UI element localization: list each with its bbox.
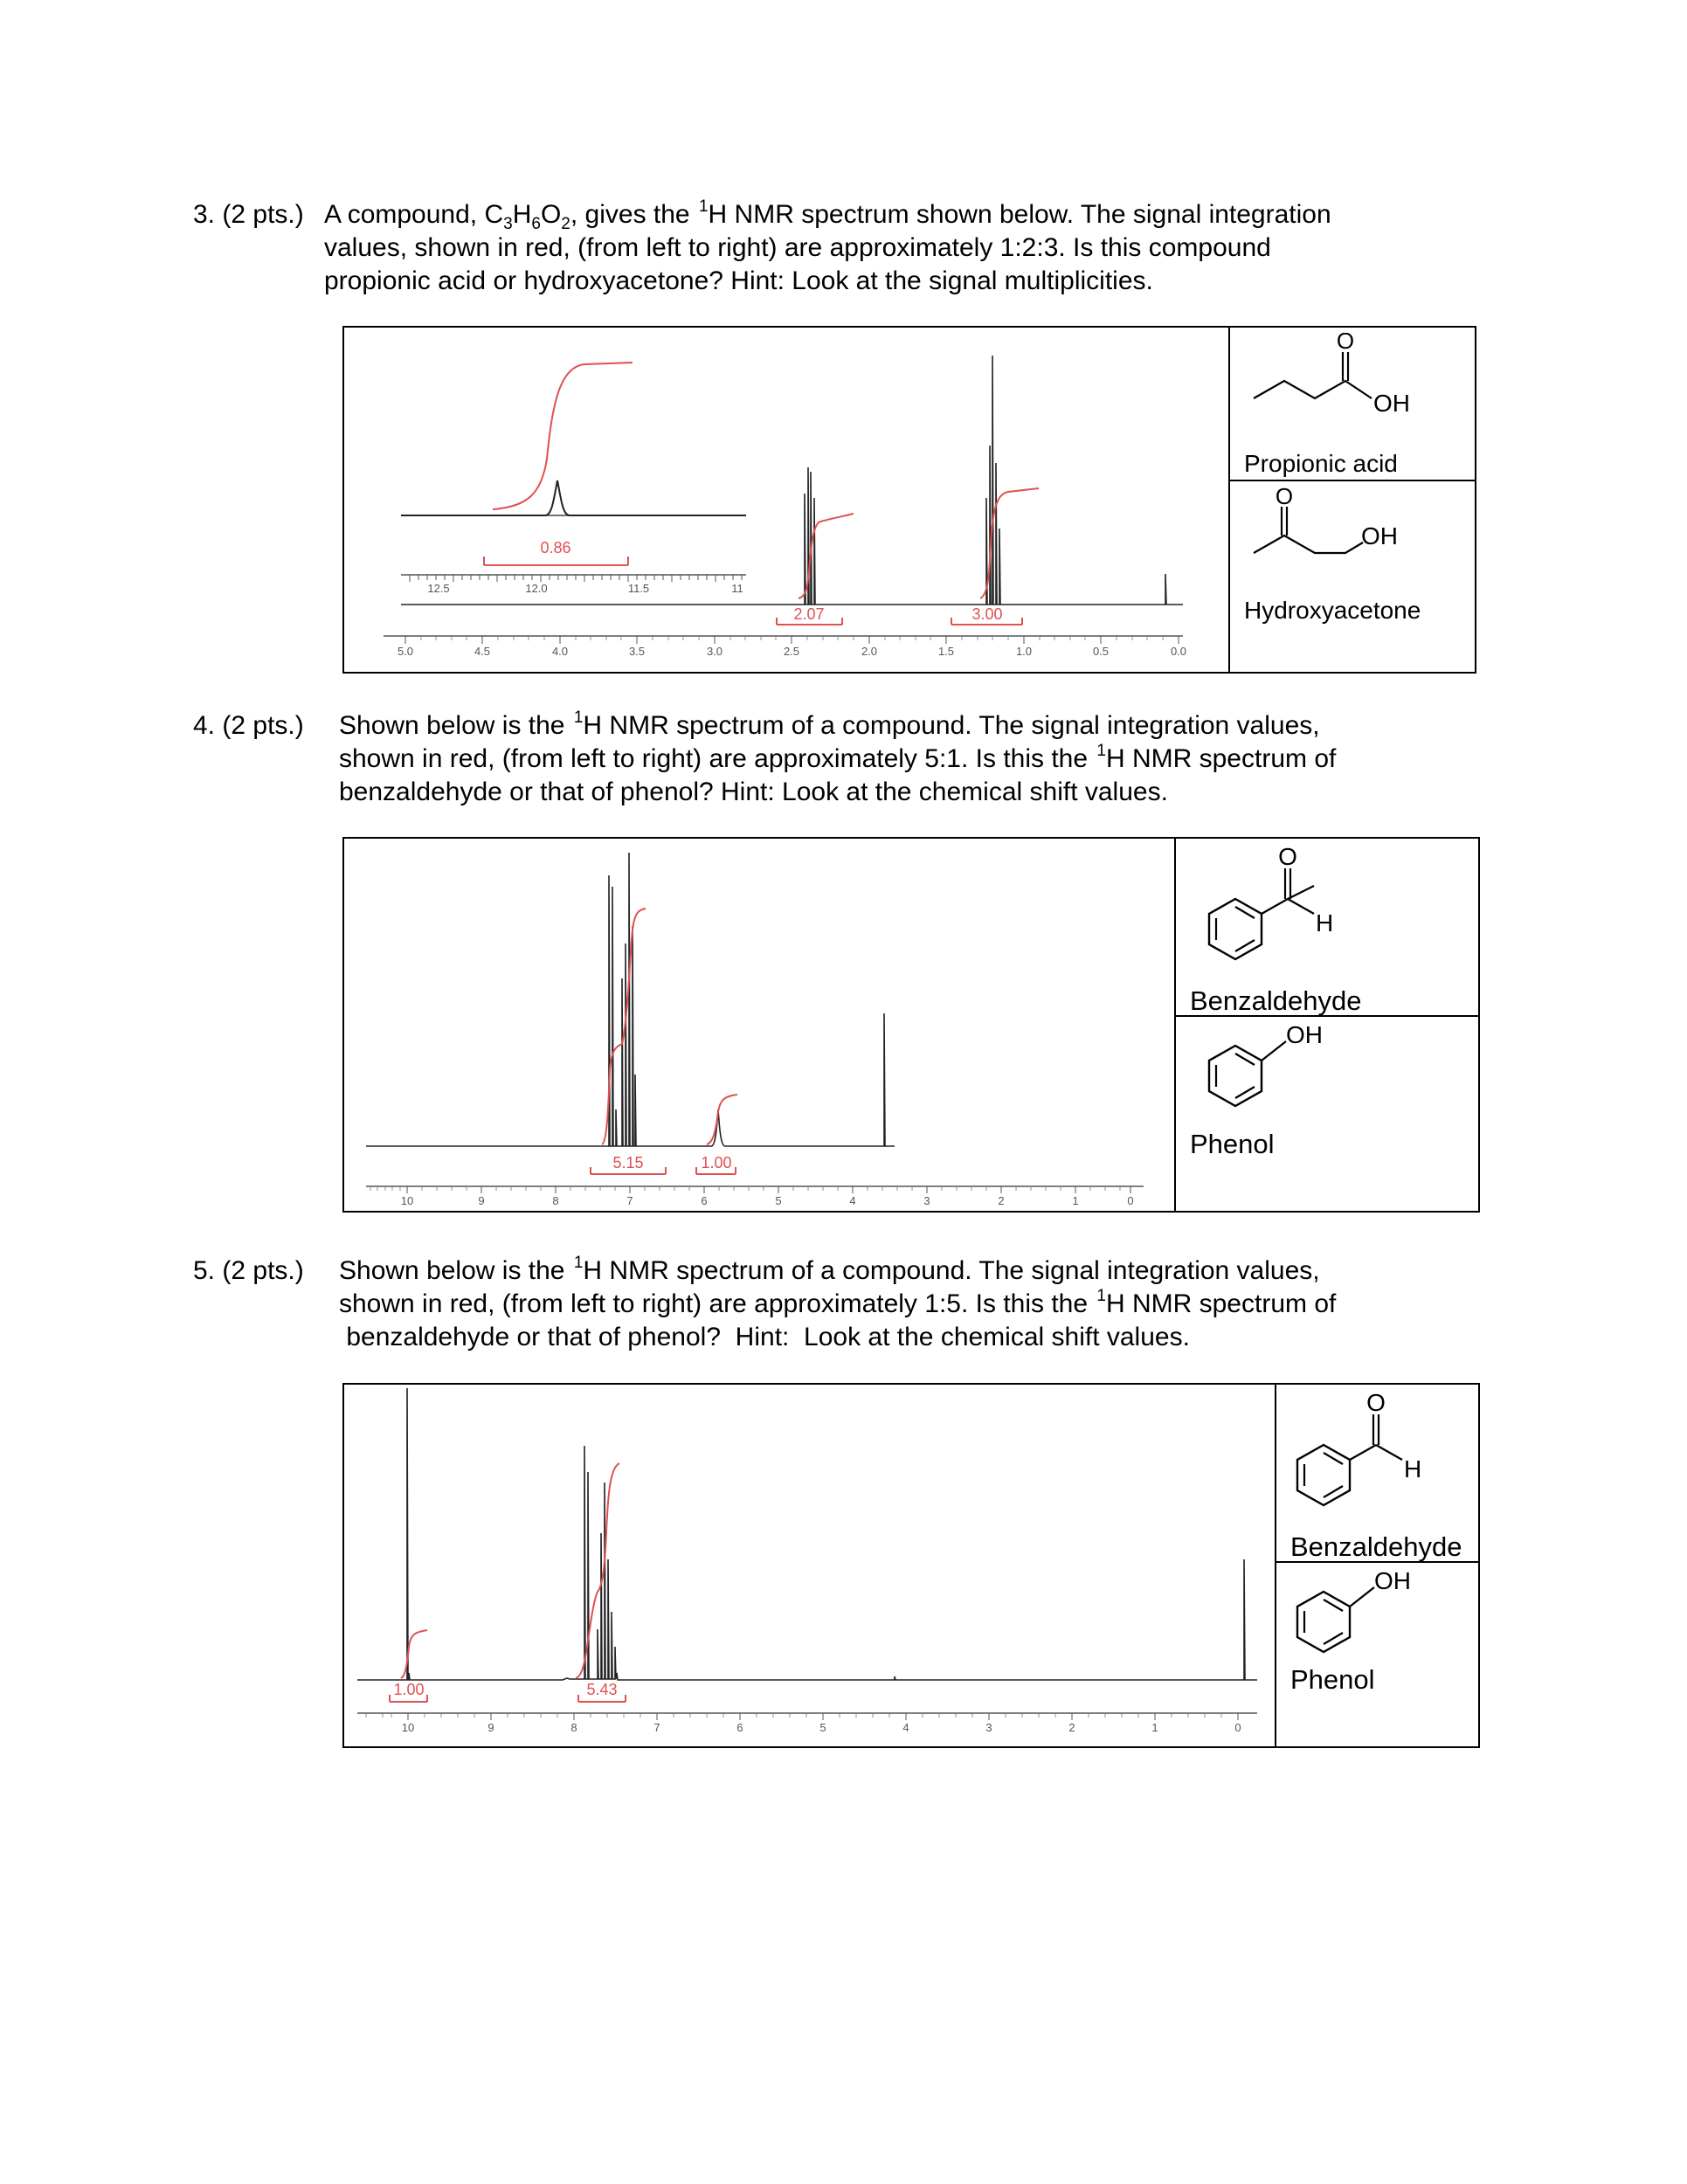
choice-benzaldehyde [1176,839,1480,1017]
axis-tick-label: 3 [923,1194,930,1207]
question-5-number: 5. (2 pts.) [193,1256,304,1285]
oxygen-label: O [1336,333,1355,354]
axis-tick-label: 2 [1068,1721,1075,1734]
axis-tick-label: 7 [626,1194,633,1207]
choice-propionic-acid [1230,328,1476,481]
axis-tick-label: 7 [653,1721,660,1734]
benzaldehyde-structure [1192,842,1366,973]
axis-tick-label: 5.0 [397,645,414,658]
benzaldehyde-structure [1280,1388,1455,1519]
axis-tick-label: 6 [736,1721,743,1734]
hydrogen-label: H [1316,909,1334,936]
axis-tick-label: 1.5 [937,645,955,658]
question-5-figure [342,1383,1480,1748]
axis-tick-label: 1 [1151,1721,1158,1734]
axis-tick-label: 4.0 [551,645,569,658]
question-4-integral-1: 5.15 [612,1154,644,1171]
axis-tick-label: 6 [701,1194,708,1207]
axis-tick-label: 3.5 [628,645,646,658]
choice-benzaldehyde [1276,1385,1480,1563]
question-5-choices [1275,1385,1480,1746]
axis-tick-label: 9 [487,1721,494,1734]
phenol-structure [1280,1561,1455,1666]
question-5 [193,1254,1556,1359]
axis-tick-label: 0.5 [1092,645,1110,658]
propionic-acid-label: Propionic acid [1244,450,1398,477]
axis-tick-label: 2.0 [861,645,878,658]
question-3-number: 3. (2 pts.) [193,200,304,229]
hydroxyl-label: OH [1374,1567,1411,1594]
question-3-line-3: propionic acid or hydroxyacetone? Hint: Look at the signal multiplicities. [324,266,1153,295]
choice-phenol [1176,1015,1480,1211]
hydroxyl-label: OH [1286,1021,1323,1048]
inset-tick-label: 12.5 [427,582,450,595]
question-4-integral-2: 1.00 [701,1154,732,1171]
propionic-acid-structure [1249,333,1424,429]
axis-tick-label: 1.0 [1015,645,1033,658]
axis-tick-label: 8 [552,1194,559,1207]
inset-tick-label: 11 [731,582,743,595]
phenol-structure [1192,1015,1366,1120]
oxygen-label: O [1275,483,1294,509]
question-3 [193,198,1556,303]
question-4-nmr-spectrum [344,839,1174,1211]
question-3-integral-1: 2.07 [793,605,825,623]
question-5-line-3: benzaldehyde or that of phenol? Hint: Look at the chemical shift values. [339,1323,1190,1351]
hydroxyacetone-label: Hydroxyacetone [1244,597,1421,624]
axis-tick-label: 0 [1234,1721,1241,1734]
question-4-number: 4. (2 pts.) [193,711,304,740]
axis-tick-label: 10 [401,1721,415,1734]
question-4 [193,709,1556,814]
question-3-choices [1228,328,1476,672]
inset-tick-label: 12.0 [525,582,548,595]
benzaldehyde-label: Benzaldehyde [1290,1531,1462,1562]
axis-tick-label: 3.0 [706,645,723,658]
question-4-line-1: Shown below is the $^1$H NMR spectrum of a compound. The signal integration values, [339,708,1320,740]
question-5-nmr-spectrum [344,1385,1275,1746]
hydroxyl-label: OH [1373,390,1410,417]
hydroxyl-label: OH [1361,522,1398,549]
question-5-integral-2: 5.43 [586,1681,618,1698]
inset-tick-label: 11.5 [627,582,650,595]
question-3-line-2: values, shown in red, (from left to right) are approximately 1:2:3. Is this compound [324,233,1271,262]
question-5-line-1: Shown below is the $^1$H NMR spectrum of a compound. The signal integration values, [339,1254,1320,1285]
axis-tick-label: 4 [849,1194,856,1207]
hydroxyacetone-structure [1249,483,1424,570]
question-3-integral-2: 3.00 [971,605,1003,623]
question-3-inset-integral: 0.86 [540,539,571,556]
hydrogen-label: H [1404,1455,1422,1482]
choice-phenol [1276,1561,1480,1746]
axis-tick-label: 4.5 [474,645,491,658]
question-3-figure [342,326,1476,674]
question-5-line-2: shown in red, (from left to right) are approximately 1:5. Is this the $^1$H NMR spectrum of [339,1287,1337,1318]
oxygen-label: O [1278,843,1297,870]
phenol-label: Phenol [1190,1129,1275,1159]
axis-tick-label: 0.0 [1170,645,1187,658]
benzaldehyde-label: Benzaldehyde [1190,985,1362,1016]
question-4-line-2: shown in red, (from left to right) are approximately 5:1. Is this the $^1$H NMR spectrum of [339,742,1337,773]
question-5-integral-1: 1.00 [393,1681,425,1698]
oxygen-label: O [1366,1389,1386,1416]
question-4-choices [1174,839,1480,1211]
phenol-label: Phenol [1290,1664,1375,1695]
axis-tick-label: 10 [400,1194,414,1207]
axis-tick-label: 8 [570,1721,577,1734]
axis-tick-label: 0 [1127,1194,1134,1207]
question-4-line-3: benzaldehyde or that of phenol? Hint: Look at the chemical shift values. [339,778,1168,806]
axis-tick-label: 5 [775,1194,782,1207]
question-4-figure [342,837,1480,1213]
axis-tick-label: 4 [902,1721,909,1734]
axis-tick-label: 2.5 [783,645,800,658]
axis-tick-label: 3 [985,1721,992,1734]
axis-tick-label: 1 [1072,1194,1079,1207]
question-3-line-1: A compound, $C_3H_6O_2$, gives the $^1$H NMR spectrum shown below. The signal integration [324,197,1331,233]
axis-tick-label: 5 [819,1721,826,1734]
axis-tick-label: 2 [998,1194,1005,1207]
axis-tick-label: 9 [478,1194,485,1207]
choice-hydroxyacetone [1230,480,1476,672]
question-3-nmr-spectrum [344,328,1228,672]
